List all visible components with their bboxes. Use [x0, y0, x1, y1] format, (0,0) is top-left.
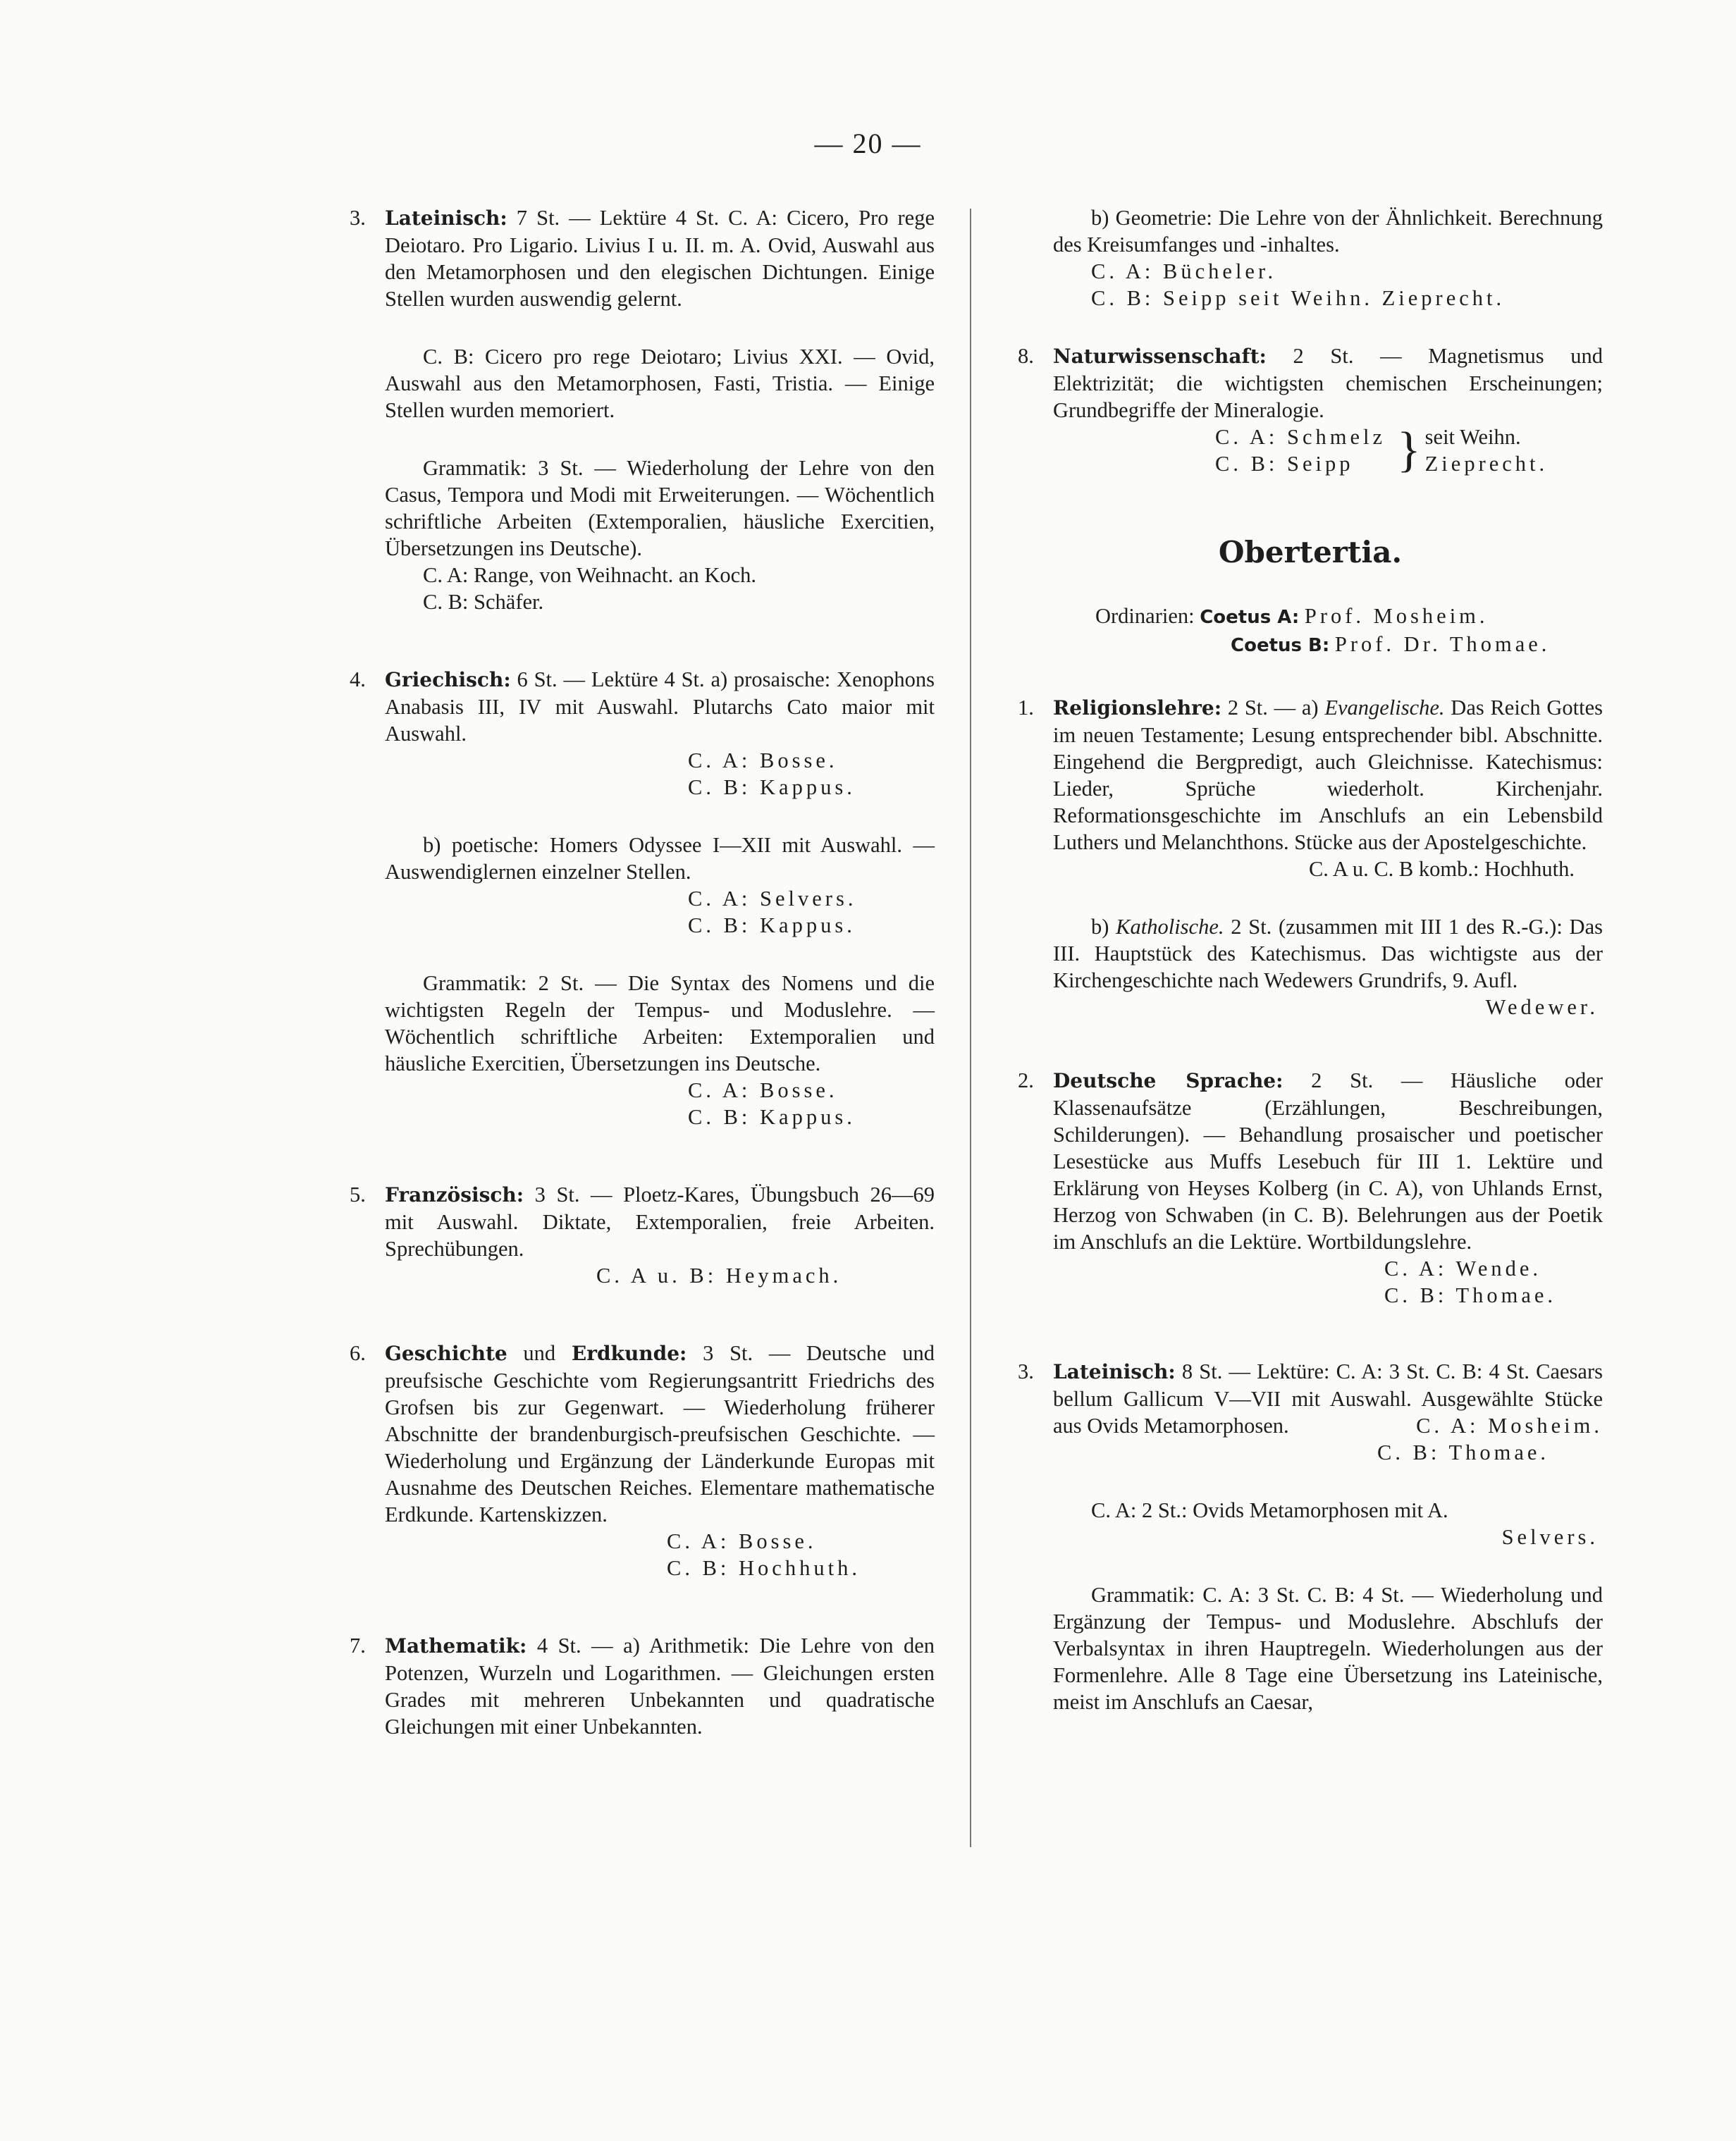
teacher-line: C. B: Seipp seit Weihn. Zieprecht. [1091, 286, 1506, 310]
section-number: 3. [350, 206, 366, 230]
teacher-line: C. A u. B: Heymach. [596, 1264, 842, 1288]
section-number: 5. [350, 1183, 366, 1207]
section-lateinisch [350, 204, 935, 615]
ordinarien: Ordinarien: Coetus A: Prof. Mosheim. Coetus B: Prof. Dr. Thomae. [1095, 604, 1551, 656]
section-griechisch [350, 666, 935, 1130]
teacher-line: C. A: Wende. [1384, 1257, 1542, 1281]
section-text: 4 St. — a) Arithmetik: Die Lehre von den Potenzen, Wurzeln und Logarithmen. — Gleichungen ersten Grades mit mehreren Unbekannten und quadratische Gleichungen mit einer Unbekannten. [385, 1634, 935, 1739]
teacher-line: Selvers. [1501, 1525, 1599, 1549]
teacher-line: C. B: Hochhuth. [667, 1556, 861, 1580]
section-number: 7. [350, 1634, 366, 1658]
section-text: 2 St. — Häusliche oder Klassenaufsätze (Erzählungen, Beschreibungen, Schilderungen). — Behandlung prosaischer und poetischer Lesestücke aus Muffs Lesebuch für III 1. Lektüre und Erklärung von Heyses Kolberg (in C. A), von Uhlands Ernst, Herzog von Schwaben (in C. B). Belehrungen aus der Poetik im Anschlufs an die Lektüre. Wortbildungslehre. [1053, 1068, 1603, 1254]
section-title: Französisch: [385, 1183, 524, 1207]
teacher-line: C. B: Kappus. [688, 913, 856, 937]
class-heading: Obertertia. [1218, 535, 1403, 569]
paragraph: b) Geometrie: Die Lehre von der Ähnlichkeit. Berechnung des Kreisumfanges und -inhaltes. [1053, 206, 1603, 257]
teacher-line: C. A: Selvers. [688, 887, 857, 911]
section-deutsche-sprache [1018, 1067, 1603, 1309]
teacher-line: C. B: Kappus. [688, 1105, 856, 1129]
teacher-line: C. B: Thomae. [1377, 1440, 1550, 1464]
section-number: 4. [350, 667, 366, 691]
section-franzoesisch [350, 1181, 935, 1289]
section-text: 7 St. — Lektüre 4 St. C. A: Cicero, Pro rege Deiotaro. Pro Ligario. Livius I u. II. m. A. Ovid, Auswahl aus den Metamorphosen und den elegischen Dichtungen. Einige Stellen wurden auswendig gelernt. [385, 206, 935, 311]
teacher-line: C. B: Kappus. [688, 775, 856, 799]
section-title: Geschichte [385, 1342, 507, 1365]
paragraph: Grammatik: C. A: 3 St. C. B: 4 St. — Wiederholung und Ergänzung der Tempus- und Moduslehre. Abschlufs der Verbalsyntax in ihren Hauptregeln. Wiederholungen aus der Formenlehre. Alle 8 Tage eine Übersetzung ins Lateinische, meist im Anschlufs an Caesar, [1053, 1583, 1603, 1714]
section-title: Religionslehre: [1053, 696, 1222, 720]
section-mathematik [350, 1632, 935, 1740]
section-number: 8. [1018, 344, 1034, 368]
teacher-line: Wedewer. [1485, 995, 1599, 1019]
teacher-table: C. A: Schmelz } seit Weihn. C. B: Seipp Zieprecht. [1215, 423, 1549, 477]
paragraph: C. A: 2 St.: Ovids Metamorphosen mit A. [1091, 1498, 1448, 1522]
section-lateinisch-iii [1018, 1358, 1603, 1715]
right-column [1018, 204, 1603, 1715]
section-geschichte: 6. Geschichte und Erdkunde: 3 St. — Deutsche und preufsische Geschichte vom Regierungsantritt Friedrichs des Grofsen bis zur Gegenwart. — Wiederholung früherer Abschnitte der brandenburgisch-preufsischen Geschichte. — Wiederholung und Ergänzung der Länderkunde Europas mit Ausnahme des Deutschen Reiches. Elementare mathematische Erdkunde. Kartenskizzen. C. A: Bosse. C. B: Hochhuth. [350, 1341, 935, 1580]
paragraph: C. B: Cicero pro rege Deiotaro; Livius XXI. — Ovid, Auswahl aus den Metamorphosen, Fasti, Tristia. — Einige Stellen wurden memoriert. [385, 345, 935, 422]
section-text: 8 St. — Lektüre: C. A: 3 St. C. B: 4 St. Caesars bellum Gallicum V—VII mit Auswahl. Ausgewählte Stücke aus Ovids Metamorphosen. [1053, 1359, 1603, 1438]
section-text: 2 St. — Magnetismus und Elektrizität; die wichtigsten chemischen Erscheinungen; Grundbegriffe der Mineralogie. [1053, 344, 1603, 422]
section-geometrie [1018, 204, 1603, 311]
paragraph: b) poetische: Homers Odyssee I—XII mit Auswahl. — Auswendiglernen einzelner Stellen. [385, 833, 935, 884]
section-title: Griechisch: [385, 668, 511, 691]
teacher-line: C. A: Bücheler. [1091, 259, 1277, 283]
section-title: Mathematik: [385, 1634, 527, 1658]
teacher-line: C. A: Mosheim. [1416, 1414, 1603, 1438]
teacher-line: C. A: Bosse. [688, 748, 838, 772]
section-naturwissenschaft [1018, 343, 1603, 477]
paragraph: Grammatik: 2 St. — Die Syntax des Nomens und die wichtigsten Regeln der Tempus- und Moduslehre. — Wöchentlich schriftliche Arbeiten: Extemporalien und häusliche Exercitien, Übersetzungen ins Deutsche. [385, 971, 935, 1075]
section-title: Deutsche Sprache: [1053, 1069, 1283, 1092]
section-number: 1. [1018, 696, 1034, 720]
section-title: Naturwissenschaft: [1053, 345, 1267, 368]
paragraph: Grammatik: 3 St. — Wiederholung der Lehre von den Casus, Tempora und Modi mit Erweiterungen. — Wöchentlich schriftliche Arbeiten (Extemporalien, häusliche Exercitien, Übersetzungen ins Deutsche). [385, 456, 935, 560]
section-text: 3 St. — Ploetz-Kares, Übungsbuch 26—69 mit Auswahl. Diktate, Extemporalien, freie Arbeiten. Sprechübungen. [385, 1183, 935, 1261]
teacher-line: C. A: Range, von Weihnacht. an Koch. [423, 563, 757, 587]
section-religionslehre: 1. Religionslehre: 2 St. — a) Evangelische. Das Reich Gottes im neuen Testamente; Lesung entsprechender bibl. Abschnitte. Eingehend die Bergpredigt, auch Gleichnisse. Katechismus: Lieder, Sprüche wiederholt. Kirchenjahr. Reformationsgeschichte im Anschlufs an ein Lebensbild Luthers und Melanchthons. Stücke aus der Apostelgeschichte. C. A u. C. B komb.: Hochhuth. b) Katholische. 2 St. (zusammen mit III 1 des R.-G.): Das III. Hauptstück des Katechismus. Das wichtigste aus der Kirchengeschichte nach Wedewers Grundrifs, 9. Aufl. Wedewer. [1018, 696, 1603, 1019]
brace: } [1397, 423, 1421, 477]
section-number: 6. [350, 1341, 366, 1365]
section-title-2: Erdkunde: [571, 1342, 687, 1365]
section-number: 3. [1018, 1359, 1034, 1383]
column-divider [970, 209, 971, 1847]
section-text: 3 St. — Deutsche und preufsische Geschichte vom Regierungsantritt Friedrichs des Grofsen bis zur Gegenwart. — Wiederholung früherer Abschnitte der brandenburgisch-preufsischen Geschichte. — Wiederholung und Ergänzung der Länderkunde Europas mit Ausnahme des Deutschen Reiches. Elementare mathematische Erdkunde. Kartenskizzen. [385, 1341, 935, 1526]
teacher-line: C. A: Bosse. [667, 1529, 817, 1553]
teacher-line: C. A u. C. B komb.: Hochhuth. [1308, 857, 1575, 881]
teacher-line: C. B: Thomae. [1384, 1283, 1557, 1307]
section-title: Lateinisch: [1053, 1360, 1176, 1383]
teacher-line: C. A: Bosse. [688, 1078, 838, 1102]
teacher-line: C. B: Schäfer. [423, 590, 544, 614]
section-title: Lateinisch: [385, 206, 507, 230]
section-text: 6 St. — Lektüre 4 St. a) prosaische: Xenophons Anabasis III, IV mit Auswahl. Plutarchs Cato maior mit Auswahl. [385, 667, 935, 746]
page-number: — 20 — [814, 128, 922, 159]
section-number: 2. [1018, 1068, 1034, 1092]
left-column [350, 204, 935, 1740]
